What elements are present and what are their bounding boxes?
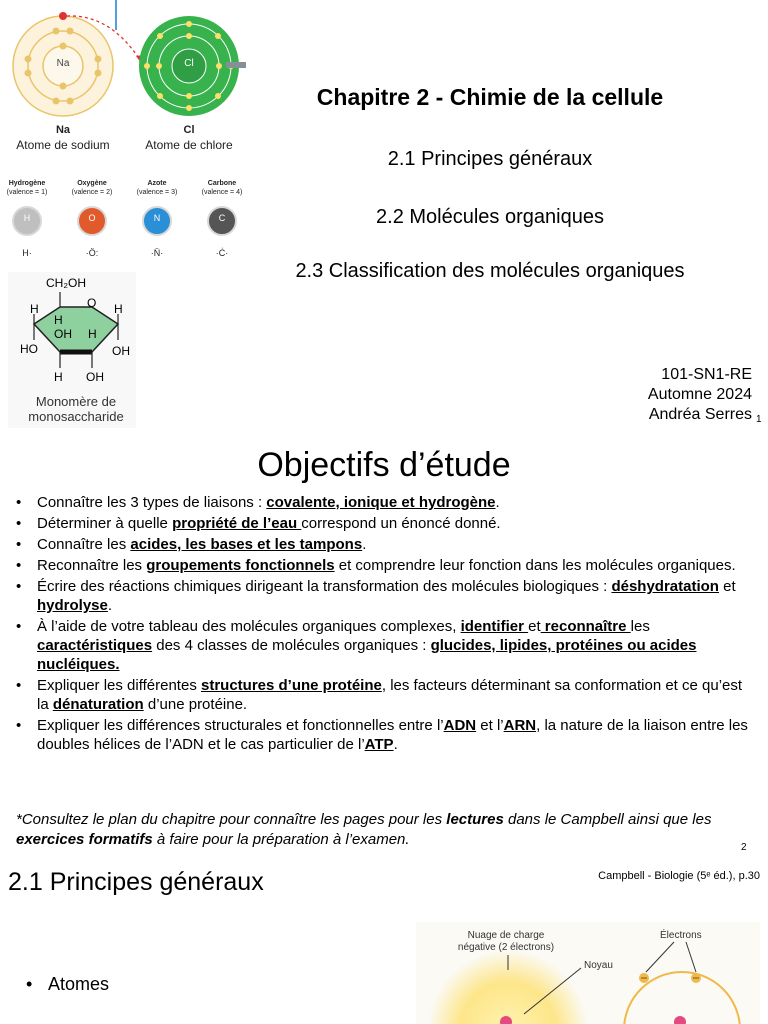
key-term: déshydratation xyxy=(611,578,719,595)
objective-text: Connaître les 3 types de liaisons : xyxy=(37,494,267,511)
cl-label: Atome de chlore xyxy=(145,138,233,152)
key-term: ADN xyxy=(443,717,477,734)
cl-symbol: Cl xyxy=(184,58,194,69)
objective-text: et xyxy=(718,578,736,595)
objective-text: d’une protéine. xyxy=(143,696,248,713)
subtitle-2-1: 2.1 Principes généraux xyxy=(387,148,593,170)
ch2oh-label: CH₂OH xyxy=(46,276,86,290)
bullet-marker: • xyxy=(16,618,22,635)
objective-text: Écrire des réactions chimiques dirigeant la transformation des molécules biologiques : xyxy=(37,578,612,595)
section-title: 2.1 Principes généraux xyxy=(8,868,264,896)
objective-text: les xyxy=(630,618,650,635)
objective-text: , les facteurs déterminant sa conformation et ce qu’est la xyxy=(37,677,743,713)
electrons-label: Électrons xyxy=(660,930,702,941)
objective-text: . xyxy=(107,597,113,614)
ho-label: HO xyxy=(20,342,38,356)
atoms-bullet-text: Atomes xyxy=(48,974,110,994)
valence-atom-valence: (valence = 1) xyxy=(6,189,48,196)
objectives-title: Objectifs d’étude xyxy=(257,446,511,484)
note-text: à faire pour la préparation à l’examen. xyxy=(152,831,410,848)
valence-atom-formula: ·N̈· xyxy=(150,248,164,258)
note-text: dans le Campbell ainsi que les xyxy=(503,811,712,828)
na-label-bold: Na xyxy=(55,124,71,136)
key-term: ARN xyxy=(503,717,537,734)
bullet-marker: • xyxy=(16,717,22,734)
key-term: reconnaître xyxy=(540,618,631,635)
objective-text: Expliquer les différentes xyxy=(37,677,201,694)
objective-item xyxy=(16,716,751,754)
key-term: propriété de l’eau xyxy=(172,515,302,532)
ring-oxygen-label: O xyxy=(87,296,97,310)
key-term: groupements fonctionnels xyxy=(146,557,335,574)
objective-text: des 4 classes de molécules organiques : xyxy=(152,637,431,654)
objective-text: . xyxy=(495,494,500,511)
key-term: ATP xyxy=(364,736,394,753)
chapter-title: Chapitre 2 - Chimie de la cellule xyxy=(316,84,664,110)
h-label-4: H xyxy=(88,327,97,341)
note-emphasis: lectures xyxy=(446,811,504,828)
slide-1 xyxy=(0,0,768,432)
objective-text: Déterminer à quelle xyxy=(37,515,173,532)
objective-text: et comprendre leur fonction dans les molécules organiques. xyxy=(334,557,736,574)
atom-model-figure xyxy=(416,922,760,1024)
valence-atom-symbol: O xyxy=(88,213,96,223)
author: Andréa Serres xyxy=(648,406,752,423)
objective-text: Expliquer les différences structurales et fonctionnelles entre l’ xyxy=(37,717,444,734)
bullet-marker: • xyxy=(16,557,22,574)
page-number-1: 1 xyxy=(756,414,762,425)
objective-item xyxy=(16,577,751,615)
valence-atom-name: Oxygène xyxy=(77,180,107,187)
objective-item xyxy=(16,676,751,714)
subtitle-2-3: 2.3 Classification des molécules organiques xyxy=(295,260,685,282)
key-term: acides, les bases et les tampons xyxy=(130,536,363,553)
objective-item xyxy=(16,617,751,674)
valence-atom-symbol: C xyxy=(218,213,226,223)
note-emphasis: exercices formatifs xyxy=(16,831,153,848)
objective-text: et l’ xyxy=(476,717,504,734)
valence-atom-valence: (valence = 4) xyxy=(201,189,243,196)
bullet-marker: • xyxy=(16,536,22,553)
session: Automne 2024 xyxy=(647,386,752,403)
reference-citation: Campbell - Biologie (5ᵉ éd.), p.30 xyxy=(598,870,760,882)
objectives-list xyxy=(16,493,751,756)
objective-text: Connaître les xyxy=(37,536,131,553)
key-term: caractéristiques xyxy=(37,637,153,654)
objective-item xyxy=(16,514,751,533)
valence-atom-symbol: N xyxy=(153,213,161,223)
objective-text: À l’aide de votre tableau des molécules organiques complexes, xyxy=(37,618,461,635)
na-symbol: Na xyxy=(56,58,70,69)
course-code: 101-SN1-RE xyxy=(661,366,752,383)
objective-text: et xyxy=(528,618,541,635)
objective-item xyxy=(16,556,751,575)
h-label-3: H xyxy=(54,313,63,327)
objective-text: Reconnaître les xyxy=(37,557,147,574)
bullet-marker: • xyxy=(16,515,22,532)
key-term: dénaturation xyxy=(52,696,144,713)
valence-atom-valence: (valence = 2) xyxy=(71,189,113,196)
valence-atom-formula: ·Ö: xyxy=(85,248,99,258)
valence-atom-formula: ·Ċ· xyxy=(215,248,229,258)
oh-label-2: OH xyxy=(112,344,130,358)
valence-atom-symbol: H xyxy=(23,213,31,223)
monosaccharide-figure xyxy=(8,272,136,428)
objective-item xyxy=(16,535,751,554)
atoms-bullet: • Atomes xyxy=(26,974,110,994)
monosaccharide-caption: Monomère de monosaccharide xyxy=(28,394,124,424)
objective-text: . xyxy=(393,736,398,753)
oh-label-1: OH xyxy=(54,327,72,341)
objective-text: . xyxy=(362,536,367,553)
valence-atom-name: Azote xyxy=(147,180,167,187)
key-term: covalente, ionique et hydrogène xyxy=(266,494,496,511)
h-label-1: H xyxy=(30,302,39,316)
valence-atom-formula: H· xyxy=(22,248,32,258)
valence-atom-name: Carbone xyxy=(207,180,237,187)
cl-label-bold: Cl xyxy=(183,124,195,136)
oh-label-3: OH xyxy=(86,370,104,384)
valence-atoms-figure xyxy=(0,180,250,262)
study-note xyxy=(16,810,761,850)
objective-item xyxy=(16,493,751,512)
note-text: *Consultez le plan du chapitre pour connaître les pages pour les xyxy=(16,811,447,828)
page-number-2: 2 xyxy=(741,842,747,853)
objective-text: , la nature de la liaison entre les doubles hélices de l’ADN et le cas particulier de l’ xyxy=(37,717,748,753)
objective-text: correspond un énoncé donné. xyxy=(301,515,501,532)
subtitle-2-2: 2.2 Molécules organiques xyxy=(376,206,604,228)
valence-atom-name: Hydrogène xyxy=(8,180,46,187)
bullet-marker: • xyxy=(16,677,22,694)
cloud-label: Nuage de charge négative (2 électrons) xyxy=(457,930,555,953)
h-label-2: H xyxy=(114,302,123,316)
key-term: identifier xyxy=(460,618,529,635)
bullet-marker: • xyxy=(16,494,22,511)
ionic-bond-figure xyxy=(0,0,250,160)
key-term: hydrolyse xyxy=(37,597,108,614)
key-term: structures d’une protéine xyxy=(200,677,382,694)
na-label: Atome de sodium xyxy=(16,138,110,152)
bullet-marker: • xyxy=(16,578,22,595)
key-term: glucides, lipides, protéines ou acides nucléiques. xyxy=(37,637,697,673)
nucleus-label: Noyau xyxy=(584,960,613,971)
valence-atom-valence: (valence = 3) xyxy=(136,189,178,196)
h-label-5: H xyxy=(54,370,63,384)
